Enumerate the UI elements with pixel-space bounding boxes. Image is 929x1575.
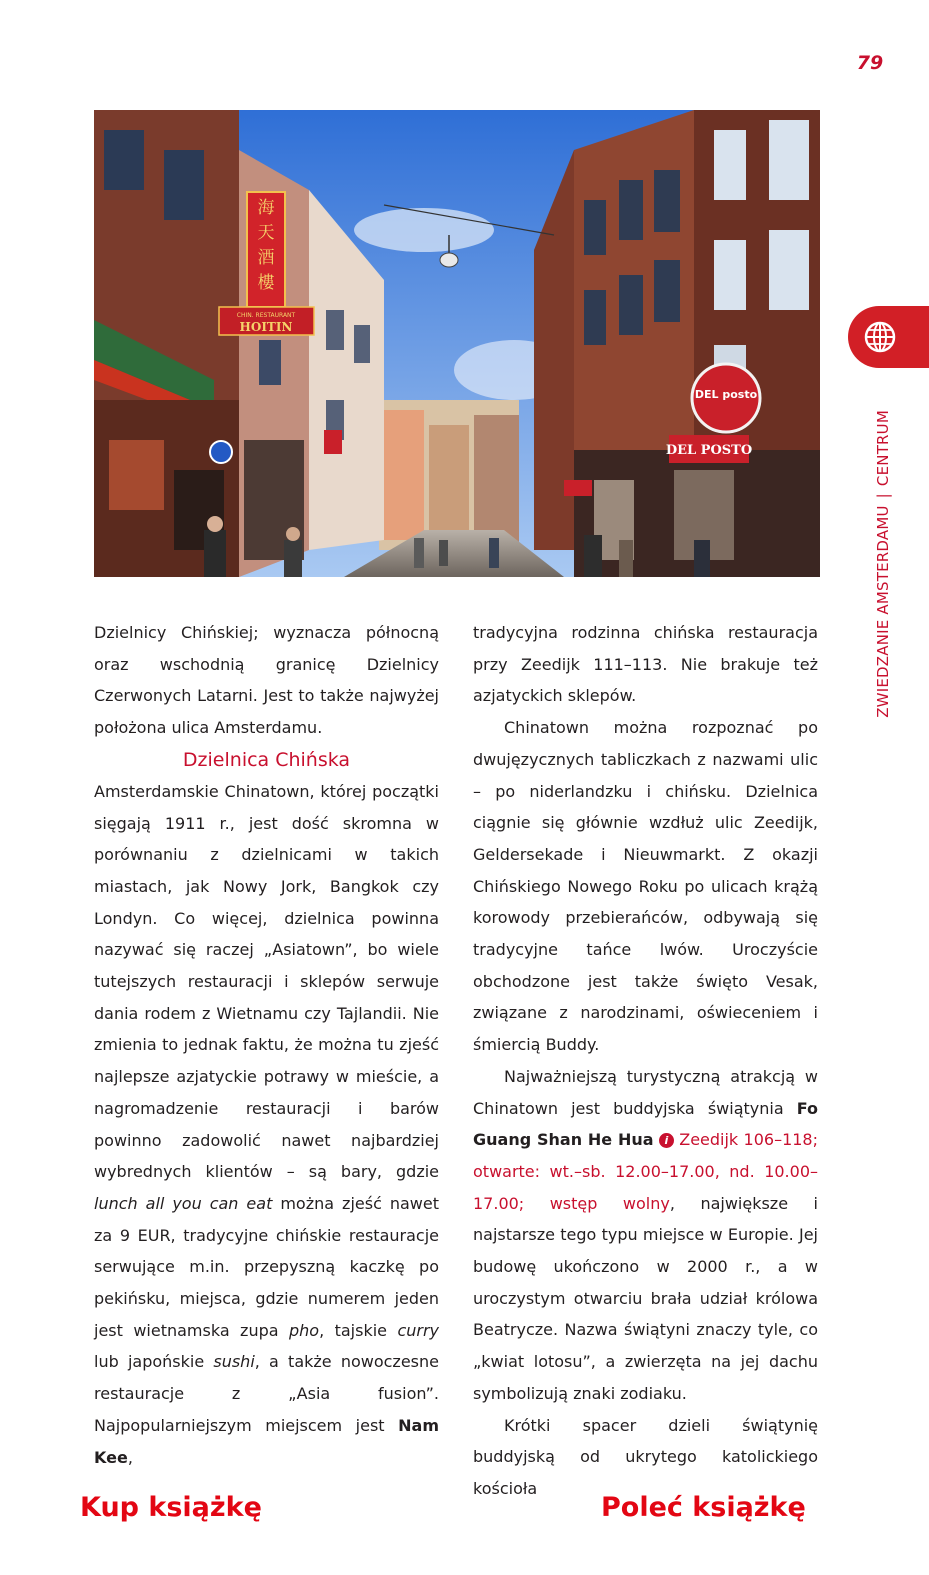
buy-book-link[interactable]: Kup książkę [80, 1492, 262, 1523]
italic-run: pho [288, 1320, 320, 1340]
temple-info: Zeedijk 106–118; otwarte: wt.–sb. 12.00–17.00, nd. 10.00–17.00; wstęp wolny [473, 1130, 818, 1213]
photo-illustration [94, 110, 820, 577]
italic-run: curry [397, 1320, 439, 1340]
right-text-column [473, 617, 818, 1505]
recommend-book-link[interactable]: Poleć książkę [601, 1492, 806, 1523]
hoitin-sign: HOITIN [239, 320, 293, 334]
left-text-column [94, 617, 439, 1473]
side-section-label [873, 410, 893, 810]
text-run: , a także nowoczesne restauracje z „Asia fusion”. Najpopularniejszym miejscem jest [94, 1352, 439, 1435]
chinese-sign-char-2: 天 [257, 223, 275, 243]
info-icon: i [659, 1133, 674, 1148]
section-heading: Dzielnica Chińska [182, 748, 351, 771]
left-paragraph-1: Dzielnicy Chińskiej; wyznacza północną oraz wschodnią granicę Dzielnicy Czerwonych Latarni. Jest to także najwyżej położona ulica Amsterdamu. [94, 623, 439, 738]
chinese-sign-char-4: 樓 [257, 273, 275, 293]
section-tab [848, 306, 929, 368]
chinese-sign-char-1: 海 [257, 198, 275, 218]
text-run: można zjeść nawet za 9 EUR, tradycyjne chińskie restauracje serwujące m.in. przepyszną kaczkę po pekińsku, miejsca, gdzie numerem jeden jest wietnamska zupa [94, 1193, 439, 1340]
text-run: lub japońskie [94, 1352, 214, 1372]
text-run: , największe i najstarsze tego typu miejsce w Europie. Jej budowę ukończono w 2000 r., a w uroczystym otwarciu brała udział królowa Beatrycze. Nazwa świątyni znaczy tyle, co „kwiat lotosu”, a zwierzęta na jej dachu symbolizują znaki zodiaku. [473, 1193, 818, 1403]
text-run: , [127, 1447, 133, 1467]
page-number: 79 [856, 52, 884, 74]
italic-run: sushi [213, 1352, 255, 1372]
left-paragraph-2 [94, 776, 439, 1473]
label-separator: | [874, 493, 892, 499]
globe-icon [864, 321, 896, 353]
del-posto-round-sign: DEL posto [694, 388, 758, 401]
district-name: CENTRUM [874, 410, 892, 487]
text-run: Najważniejszą turystyczną atrakcją w Chinatown jest buddyjska świątynia [473, 1066, 818, 1118]
chinatown-street-photo [94, 110, 820, 577]
right-paragraph-1: tradycyjna rodzinna chińska restauracja przy Zeedijk 111–113. Nie brakuje też azjatyckich sklepów. [473, 623, 818, 706]
text-run: , tajskie [319, 1320, 398, 1340]
del-posto-banner-sign: DEL POSTO [665, 443, 753, 458]
chinese-sign-char-3: 酒 [257, 248, 275, 268]
restaurant-small-sign: CHIN. RESTAURANT [236, 312, 296, 319]
right-paragraph-2: Chinatown można rozpoznać po dwujęzycznych tabliczkach z nazwami ulic – po niderlandzku i chińsku. Dzielnica ciągnie się głównie wzdłuż ulic Zeedijk, Geldersekade i Nieuwmarkt. Z okazji Chińskiego Nowego Roku po ulicach krążą korowody przebierańców, odbywają się tradycyjne tańce lwów. Uroczyście obchodzone jest także święto Vesak, związane z narodzinami, oświeceniem i śmiercią Buddy. [473, 718, 818, 1055]
temple-name: Fo Guang Shan He Hua [473, 1098, 818, 1150]
right-paragraph-4: Krótki spacer dzieli świątynię buddyjską od ukrytego katolickiego kościoła [473, 1415, 818, 1498]
section-name: ZWIEDZANIE AMSTERDAMU [874, 505, 892, 718]
right-paragraph-3 [473, 1061, 818, 1410]
italic-run: lunch all you can eat [94, 1193, 273, 1213]
text-run: Amsterdamskie Chinatown, której początki sięgają 1911 r., jest dość skromna w porównaniu z dzielnicami w takich miastach, jak Nowy Jork, Bangkok czy Londyn. Co więcej, dzielnica powinna nazywać się raczej „Asiatown”, bo wiele tutejszych restauracji i sklepów serwuje dania rodem z Wietnamu czy Tajlandii. Nie zmienia to jednak faktu, że można tu zjeść najlepsze azjatyckie potrawy w mieście, a nagromadzenie restauracji i barów powinno zadowolić nawet najbardziej wybrednych klientów – są bary, gdzie [94, 781, 439, 1182]
bold-run: Nam Kee [94, 1415, 439, 1467]
